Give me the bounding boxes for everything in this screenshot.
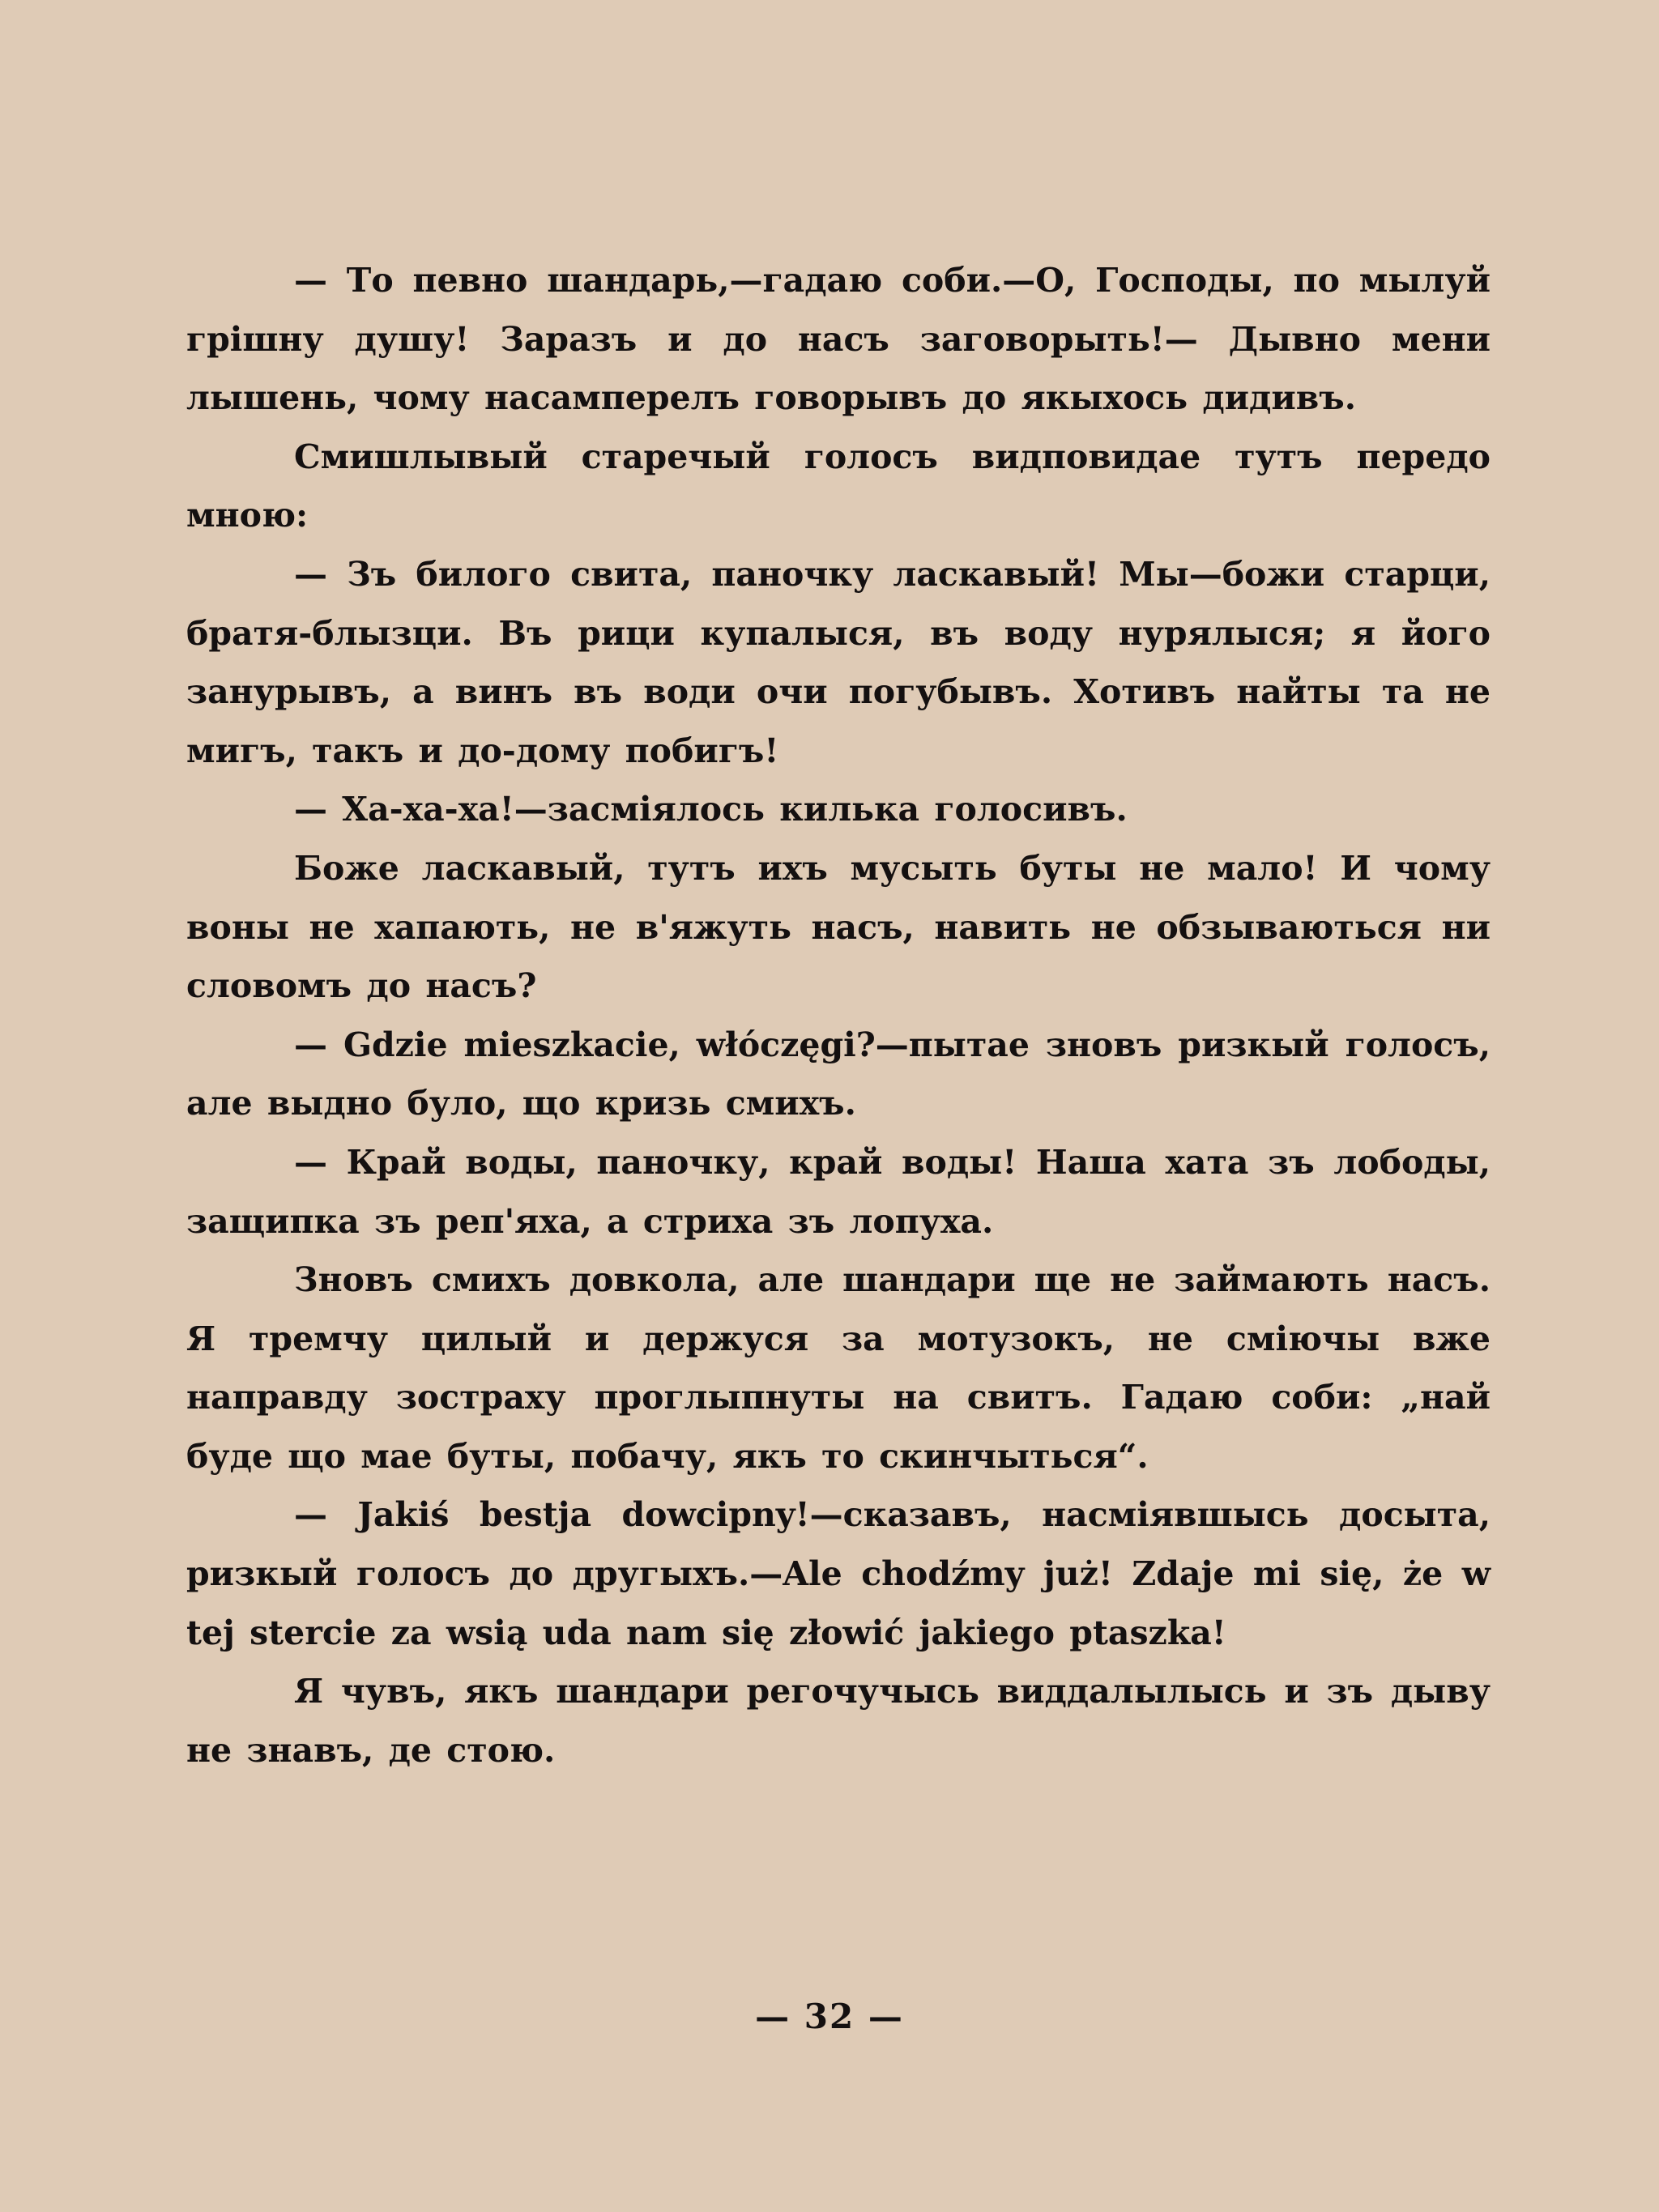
paragraph: Боже ласкавый, тутъ ихъ мусыть буты не мало! И чому воны не хапають, не в'яжуть насъ, навить не обзываються ни словомъ до насъ? xyxy=(186,848,1491,1006)
paragraph: — То певно шандарь,—гадаю соби.—О, Господы, по мылуй грішну душу! Заразъ и до насъ заговорыть!— Дывно мени лышень, чому насамперелъ говорывъ до якыхось дидивъ. xyxy=(186,261,1491,418)
paragraph: — Gdzie mieszkacie, włóczęgi?—пытае зновъ ризкый голосъ, але выдно було, що кризь смихъ. xyxy=(186,1025,1491,1123)
paragraph: — Jakiś bestja dowcipny!—сказавъ, насміявшысь досыта, ризкый голосъ до другыхъ.—Ale chodźmy już! Zdaje mi się, że w tej stercie za wsią uda nam się złowić jakiego ptaszka! xyxy=(186,1495,1491,1652)
page-text xyxy=(186,251,1491,1952)
page-number: — 32 — xyxy=(755,1997,904,2036)
paragraph: — Зъ билого свита, паночку ласкавый! Мы—божи старци, братя-блызци. Въ рици купалыся, въ воду нурялыся; я його занурывъ, а винъ въ води очи погубывъ. Хотивъ найты та не мигъ, такъ и до-дому побигъ! xyxy=(186,554,1491,770)
paragraph: Я чувъ, якъ шандари регочучысь виддалылысь и зъ дыву не знавъ, де стою. xyxy=(186,1672,1491,1770)
paragraph: — Ха-ха-ха!—засміялось килька голосивъ. xyxy=(294,790,1128,829)
paragraph: — Край воды, паночку, край воды! Наша хата зъ лободы, защипка зъ реп'яха, а стриха зъ лопуха. xyxy=(186,1142,1491,1241)
paragraph: Смишлывый старечый голосъ видповидае тутъ передо мною: xyxy=(186,437,1491,535)
paragraph: Зновъ смихъ довкола, але шандари ще не займають насъ. Я тремчу цилый и держуся за мотузокъ, не сміючы вже направду зостраху проглыпнуты на свитъ. Гадаю соби: „най буде що мае буты, побачу, якъ то скинчыться“. xyxy=(186,1260,1491,1476)
